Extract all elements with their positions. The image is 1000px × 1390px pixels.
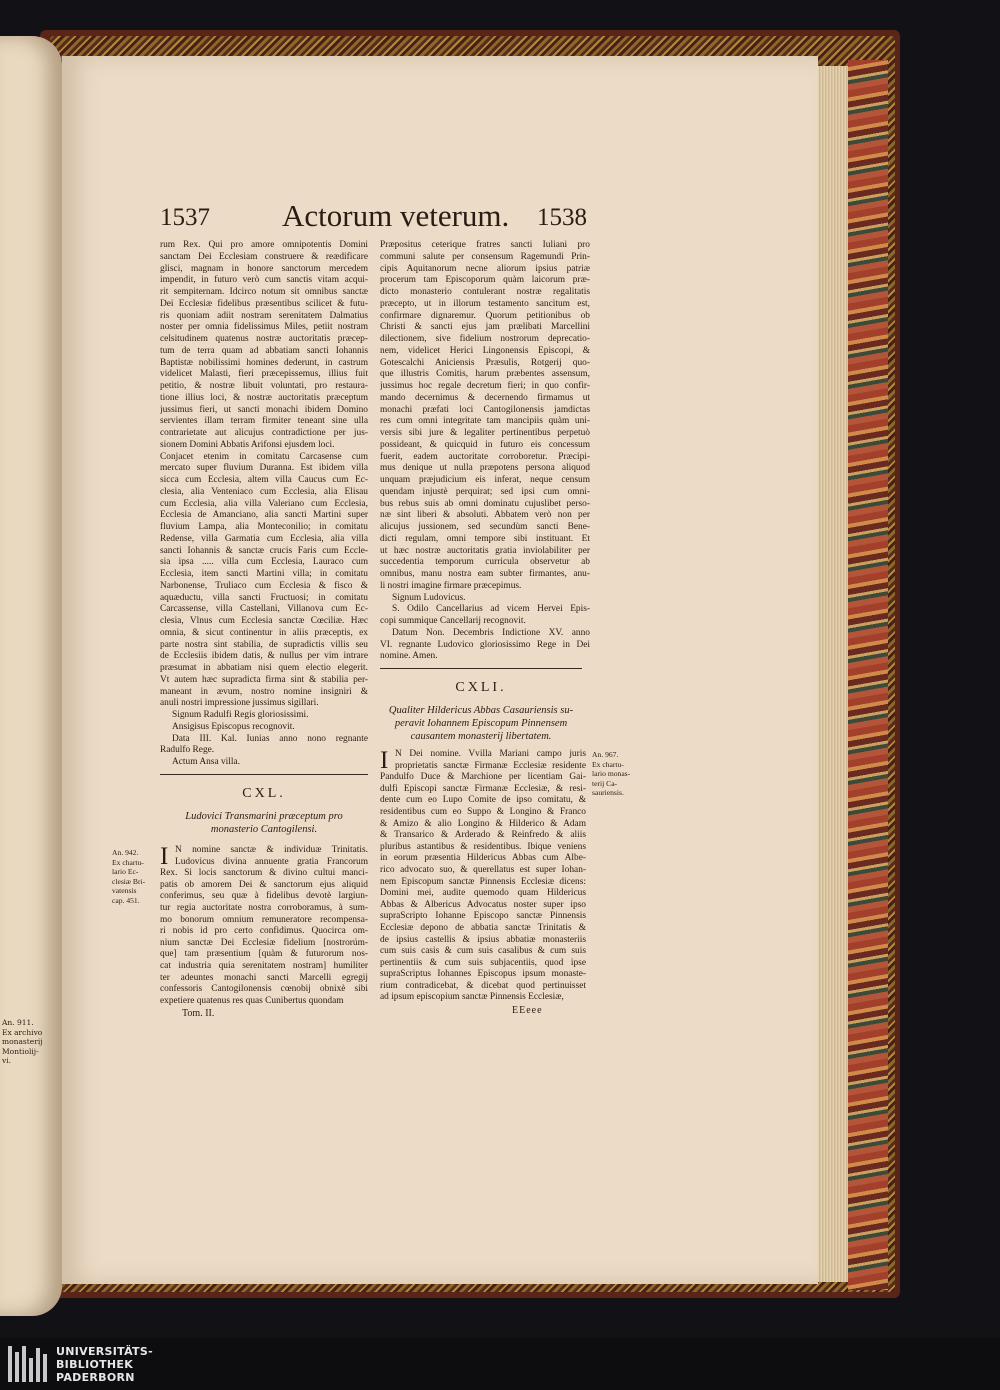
left-column-line: præsumat in abbatiam nisi quem electio elegerit. [160, 663, 368, 673]
margin-note-line: Montiolij- [2, 1046, 39, 1056]
left-column-line: clesia, alia Venteniaco cum Ecclesia, alia Elisau [160, 486, 368, 497]
section-141-body-line: Ecclesiæ depono de abbatia sanctæ Trinitatis & [380, 922, 586, 933]
margin-note-line: terij Ca- [592, 778, 618, 788]
margin-note-line: cap. 451. [112, 895, 140, 905]
section-140-body-line: nium sanctæ Dei Ecclesiæ fidelium [nostrorúm- [160, 937, 368, 948]
right-column-line: communi salute per consensum Ragemundi Prin- [380, 251, 590, 262]
left-column-line: fluvium Lampa, alia Monteconilio; in comitatu [160, 522, 368, 532]
left-column-line: sancti Iohannis & sanctæ crucis Faris cum Eccle- [160, 545, 368, 556]
section-140-body [160, 845, 368, 1007]
left-column-line: omnia, & sicut continentur in aliis præceptis, ex [160, 627, 368, 638]
margin-note-line: Ex chartu- [112, 857, 144, 867]
left-column-line: aquæductu, villa sancti Fructuosi; in comitatu [160, 592, 368, 603]
left-column-line: de Ecclesiis ibidem datis, & nullus per vim intrare [160, 651, 368, 662]
section-141-title-line: causantem monasterij libertatem. [410, 731, 552, 742]
page-number-right: 1538 [537, 204, 587, 231]
right-column-line: unquam præjudicium eis inferat, neque censum [380, 475, 590, 485]
left-column-line: Dei Ecclesiæ fidelibus præsentibus scilicet & futu- [160, 298, 368, 309]
right-column-line: jussimus hoc regale decretum fieri; in quo confir- [380, 381, 590, 391]
running-title: Actorum veterum. [282, 198, 510, 233]
left-column-line: rit sempiternam. Idcirco notum sit omnibus sanctæ [160, 287, 368, 297]
right-column-line: Gotescalchi Aniciensis Præsulis, Rotgerij quo- [380, 357, 590, 368]
left-column-line: celsitudinem quatenus nostræ auctoritatis præcep- [160, 334, 368, 344]
left-column-line: tione illius loci, & nostræ auctoritatis præceptum [160, 392, 368, 403]
left-column-line: Baptistæ nobilissimi homines dederunt, in castrum [160, 357, 368, 368]
left-column-line: mercato super fluvium Duranna. Est ibidem villa [160, 463, 368, 474]
section-141-number: CXLI. [455, 680, 507, 695]
left-column-line: Ecclesia de Amanciano, alia sancti Martini super [160, 510, 368, 521]
right-column-line: res cum omni integritate tam mancipiis quàm uni- [380, 416, 590, 427]
section-140-body-line: tur regia auctoritate nostra corroboramus, à sum- [160, 902, 368, 913]
left-column-line: servientes illam terram firmiter teneant sine ulla [160, 416, 368, 427]
right-column-line: cipis Aquitanorum necne aliorum ipsius patriæ [380, 263, 590, 274]
left-column-line: impendit, in futuro verò cum sanctis vitam acqui- [160, 275, 368, 286]
page-edges [818, 66, 848, 1282]
margin-note-line: An. 967. [592, 750, 619, 759]
section-140-body-line: expetiere quatenus res quas Cunibertus quondam [160, 995, 344, 1006]
section-141-body-line: Abbas & Albericus Advocatus noster super ipso [380, 899, 586, 910]
section-140-body-line: Ludovicus divina annuente gratia Francorum [175, 856, 368, 867]
section-140-body-line: confessoris Cantogilonensis cœnobij obnixè sibi [160, 984, 368, 995]
section-141-title [380, 704, 582, 743]
left-column-line: sionem Domini Abbatis Arifonsi ejusdem loci. [160, 439, 335, 450]
section-141-body-line: in eorum præsentia Hildericus Abbas cum Albe- [380, 853, 586, 864]
margin-note-line: An. 911. [2, 1018, 34, 1027]
left-column-line: sanctam Dei Ecclesiam construere & reædificare [160, 251, 368, 262]
left-column-line: Data III. Kal. Iunias anno nono regnante [172, 733, 368, 744]
left-column-line: contrarietate aut alicujus contradictione per jus- [160, 428, 368, 438]
margin-note-line: Ex chartu- [592, 759, 624, 769]
section-141-body-line: cum suis casis & cum suis casalibus & cum suis [380, 946, 586, 957]
page-number-left: 1537 [160, 204, 210, 231]
section-140-body-line: cat industria quia serenitatem nostram] humiliter [160, 960, 368, 971]
section-141-body-line: & Transarico & Arderado & Reinfredo & aliis [380, 830, 586, 841]
left-column-line: clesia, Vlnus cum Ecclesia sanctæ Cœciliæ. Hæc [160, 616, 368, 626]
section-141-body-line: ad ipsum episcopium sanctæ Pinnensis Ecclesiæ, [380, 992, 564, 1003]
library-name-line: BIBLIOTHEK [56, 1358, 134, 1371]
right-column-line: monachi præfati loci Cantogilonensis jamdictas [380, 404, 590, 415]
left-column-line: Conjacet etenim in comitatu Carcasense cum [160, 451, 368, 462]
volume-signature: Tom. II. [182, 1008, 215, 1019]
left-column-line: glisci, magnam in honore sanctorum mercedem [160, 263, 368, 274]
section-141-body-line: proprietatis sanctæ Firmanæ Ecclesiæ residente [395, 760, 586, 771]
section-141-body-line: dente cum eo Lupo Comite de ipso comitatu, & [380, 795, 586, 806]
right-column-line: bus rebus suis ab omni dominatu cujuslibet perso- [380, 498, 590, 509]
left-column-line: Ansigisus Episcopus recognovit. [172, 721, 295, 732]
section-140-title [160, 810, 368, 836]
section-141-body-line: Pandulfo Duce & Marchione per licentiam Gai- [380, 772, 586, 783]
left-column-line: jussimus fieri, ut sancti monachi ibidem Domino [160, 404, 368, 415]
margin-note-line: vi. [2, 1056, 12, 1065]
right-column-line: næ sint liberi & absoluti. Abbatem verò non per [380, 510, 590, 521]
margin-note-line: monasterij [2, 1037, 43, 1046]
section-140-body-line: N nomine sanctæ & individuæ Trinitatis. [175, 845, 368, 855]
left-column-line: Signum Radulfi Regis gloriosissimi. [172, 710, 309, 720]
section-141-title-line: Qualiter Hildericus Abbas Casauriensis su- [388, 705, 574, 716]
section-141-body-line: Domini mei, audite quemodo quam Hildericus [380, 888, 586, 899]
right-column-line: nem, videlicet Herici Lingonensis Episcopi, & [380, 345, 590, 356]
left-column-line: parte nostra sint stabilia, de supradictis villis seu [160, 639, 368, 650]
section-divider-left [160, 774, 368, 775]
library-name-line: UNIVERSITÄTS- [56, 1345, 153, 1358]
margin-note-line: clesiæ Bri- [112, 876, 146, 886]
margin-note-line: lario monas- [592, 769, 631, 778]
left-column-line: ris quoniam adiit nostram serenitatem Dalmatius [160, 310, 368, 321]
left-column-line: Actum Ansa villa. [172, 757, 240, 767]
left-column-line: Redense, villa Garmatia cum Ecclesia, alia villa [160, 533, 368, 544]
left-column-line: Ecclesia, item sancti Martini villa; in comitatu [160, 569, 368, 579]
left-column-line: noster per omnia fidelissimus Miles, petiit nostram [160, 322, 368, 333]
left-column-line: petitio, & nostræ libuit voluntati, pro restaura- [160, 381, 368, 391]
library-logo-icon [8, 1346, 48, 1382]
right-column-line: que illustris Comitis, harum præbentes assensum, [380, 369, 590, 380]
right-column-line: mando decernimus & decernendo firmamus ut [380, 392, 590, 403]
left-column-line: maneant in ævum, nostro nomine insigniri & [160, 686, 368, 697]
library-footer [0, 1338, 1000, 1390]
section-140-body-line: Rex. Si locis sanctorum & divino cultui manci- [160, 868, 368, 879]
right-column-line: præcepto, ut in illorum testamento sancitum est, [380, 298, 590, 309]
right-column-line: Præpositus ceterique fratres sancti Iuliani pro [380, 240, 590, 250]
section-141-body-line: rico advocato suo, & querellatus est super Iohan- [380, 864, 586, 875]
left-column-text [160, 240, 368, 769]
section-141-body-line: pluribus astantibus & residentibus. Ibique veniens [380, 841, 586, 852]
right-column-line: fuerit, eadem auctoritate corroboretur. Præcipi- [380, 451, 590, 462]
library-name [56, 1345, 153, 1384]
section-141-body-line: rium contradicebat, & dicebat quod pertinuisset [380, 980, 586, 991]
section-140-title-line: Ludovici Transmarini præceptum pro [185, 811, 343, 822]
section-141-title-line: peravit Iohannem Episcopum Pinnensem [394, 718, 568, 729]
right-column-line: succedentia temporum curricula observetur ab [380, 557, 590, 568]
right-column-line: Christi & sancti ejus jam prælibati Marcellini [380, 322, 590, 333]
margin-note-line: vatensis [112, 886, 137, 895]
right-column-line: versis sibi jure & legaliter pertinentibus perpetuò [380, 428, 590, 438]
right-column-line: copi summique Cancellarij recognovit. [380, 616, 526, 626]
right-column-line: Signum Ludovicus. [392, 592, 466, 603]
right-column-line: mus denique ut nulla præpotens persona aliquod [380, 463, 590, 474]
library-name-line: PADERBORN [56, 1371, 135, 1384]
marbled-page-edge [848, 60, 888, 1290]
left-column-line: cum Ecclesia, alia villa Valeriano cum Ecclesia, [160, 498, 368, 509]
left-column-line: sicca cum Ecclesia, altem villa Caucus cum Ec- [160, 475, 368, 485]
margin-note-line: Ex archivo [2, 1027, 43, 1037]
section-141-body-line: pertinentiis & cum suis subjacentiis, quod ipse [380, 957, 586, 968]
section-141-body-line: supraScriptus Iohannes Episcopus ipsum monaste- [380, 969, 586, 980]
left-column-line: Narbonense, Truliaco cum Ecclesia & fisco & [160, 580, 368, 591]
left-column-line: Radulfo Rege. [160, 745, 215, 756]
margin-note-line: sauriensis. [592, 788, 624, 797]
section-140-number: CXL. [242, 786, 286, 801]
right-column-line: confirmare dignaremur. Quorum petitionibus ob [380, 310, 590, 321]
right-column-line: dicti regulam, omni tempore sibi instituant. Et [380, 533, 590, 544]
right-column-line: S. Odilo Cancellarius ad vicem Hervei Epis- [392, 604, 590, 615]
section-141-body-line: N Dei nomine. Vvilla Mariani campo juris [395, 749, 586, 759]
right-column-line: omnibus, manu nostra eam subter firmantes, anu- [380, 569, 590, 579]
section-141-body-line: residentibus cum eo Suppo & Longino & Franco [380, 806, 586, 817]
section-141-body [380, 749, 586, 1004]
left-page-margin-note [2, 1018, 50, 1066]
left-column-line: Vt autem hæc supradicta firma sint & stabilia per- [160, 674, 368, 685]
section-140-body-dropcap: I [160, 843, 169, 870]
section-141-body-dropcap: I [380, 747, 389, 774]
right-column-line: li nostri imagine firmare præcepimus. [380, 580, 522, 591]
gathering-signature: EEeee [512, 1005, 543, 1016]
section-140-body-line: que] tam præsentium [quàm & futurorum nos- [160, 949, 368, 960]
section-141-body-line: supraScripto Iohanne Episcopo sanctæ Pinnensis [380, 911, 586, 922]
left-column-line: videlicet Malasti, fieri præcepissemus, illius fuit [160, 369, 368, 380]
right-column-line: dicto monasterio contulerant nostræ regalitatis [380, 287, 590, 297]
right-column-line: nomine. Amen. [380, 651, 438, 662]
left-column-line: anuli nostri impressione jussimus sigillari. [160, 698, 319, 709]
margin-note-line: An. 942. [112, 848, 139, 857]
section-141-margin-note [592, 750, 638, 798]
left-column-line: Carcassense, villa Castellani, Villanova cum Ec- [160, 604, 368, 615]
left-column-line: rum Rex. Qui pro amore omnipotentis Domini [160, 240, 368, 250]
left-page [0, 36, 62, 1316]
left-column-line: sia ipsa ..... villa cum Ecclesia, Lauraco cum [160, 557, 368, 568]
left-column-line: tum de terra quam ad abbatiam sancti Iohannis [160, 345, 368, 356]
right-column-line: ut hæc nostræ auctoritatis gratia inviolabiliter per [380, 545, 590, 556]
right-column-line: dilectionem, sive fidelium nostrorum deprecatio- [380, 334, 590, 344]
section-140-body-line: patis ob amorem Dei & sanctorum ejus aliquid [160, 879, 368, 890]
section-141-body-line: dulfi Episcopi sanctæ Firmanæ Ecclesiæ, & resi- [380, 783, 586, 794]
right-column-line: alicujus jussionem, sed secundùm sancti Bene- [380, 522, 590, 532]
right-column-line: procerum tam Episcoporum quàm laicorum præ- [380, 275, 590, 286]
section-140-body-line: ter adeuntes monachi sancti Marcelli egregij [160, 972, 368, 983]
section-divider-right [380, 668, 582, 669]
section-141-body-line: nem Episcopum sanctæ Pinnensis Ecclesiæ dicens: [380, 876, 586, 887]
section-140-body-line: conferimus, seu quæ à fidelibus devotè largiun- [160, 891, 368, 902]
section-140-title-line: monasterio Cantogilensi. [210, 824, 318, 835]
section-141-body-line: de ipsius castellis & ipsius abbatiæ monasteriis [380, 934, 586, 945]
right-column-text [380, 240, 590, 663]
right-column-line: VI. regnante Ludovico gloriosissimo Rege in Dei [380, 639, 590, 650]
margin-note-line: lario Ec- [112, 867, 139, 876]
section-140-body-line: ri nobis id pro certo confidimus. Quocirca om- [160, 926, 368, 937]
right-column-line: Datum Non. Decembris Indictione XV. anno [392, 627, 590, 638]
section-140-margin-note [112, 848, 158, 905]
section-140-body-line: mo bonorum omnium remuneratore recompensa- [160, 914, 368, 925]
right-column-line: quendam injustè perquirat; sed ipsi cum omni- [380, 486, 590, 497]
right-column-line: possideant, & quicquid in futuro eis concessum [380, 439, 590, 450]
section-141-body-line: & Amizo & alio Longino & Hilderico & Adam [380, 818, 586, 829]
